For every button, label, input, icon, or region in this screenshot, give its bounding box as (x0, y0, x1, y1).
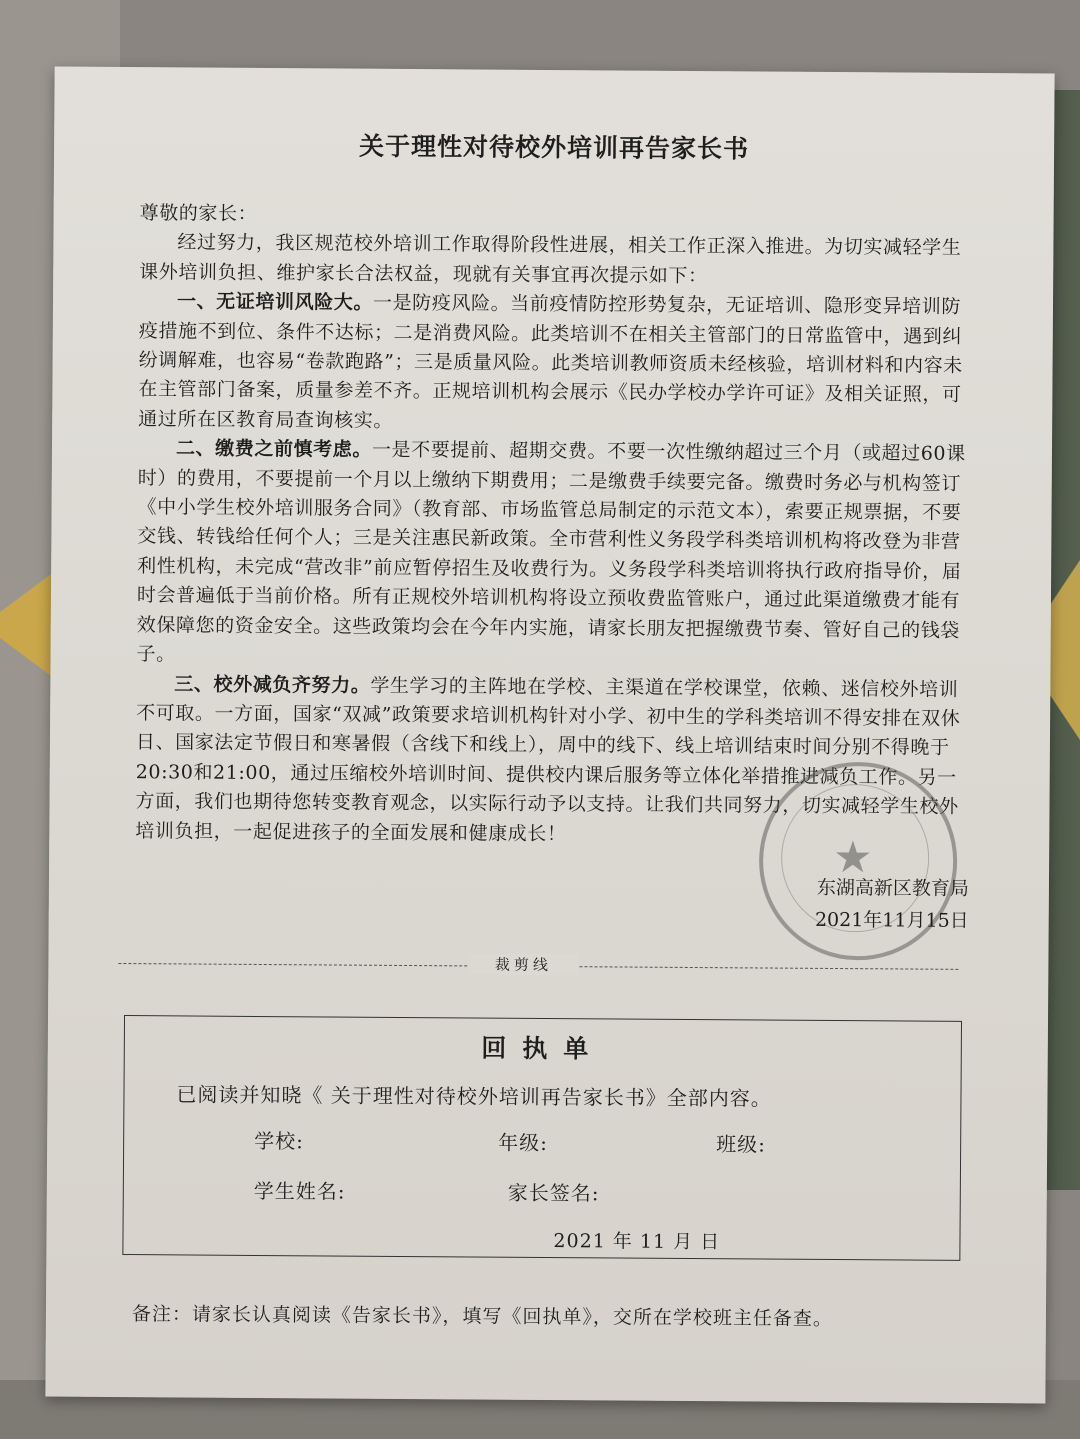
salutation: 尊敬的家长： (139, 202, 258, 225)
section-2-text: 一是不要提前、超期交费。不要一次性缴纳超过三个月（或超过60课时）的费用，不要提前一个月以上缴纳下期费用；二是缴费手续要完备。缴费时务必与机构签订《中小学生校外培训服务合同》（教育部、市场监管总局制定的示范文本），索要正规票据，不要交钱、转钱给任何个人；三是关注惠民新政策。全市营利性义务段学科类培训机构将改登为非营利性机构，未完成“营改非”前应暂停招生及收费行为。义务段学科类培训将执行政府指导价，届时会普遍低于当前价格。所有正规校外培训机构将设立预收费监管账户，通过此渠道缴费才能有效保障您的资金安全。这些政策均会在今年内实施，请家长朋友把握缴费节奏、管好自己的钱袋子。 (136, 439, 966, 666)
parent-signature-field[interactable]: 家长签名: (507, 1180, 600, 1206)
receipt-title: 回执单 (481, 1033, 605, 1064)
seal-star-icon: ★ (832, 831, 873, 884)
issue-date: 2021年11月15日 (814, 908, 969, 932)
section-1 (138, 287, 969, 440)
section-2-heading: 二、缴费之前慎考虑。 (175, 437, 373, 462)
grade-field[interactable]: 年级: (498, 1130, 548, 1155)
section-2 (136, 434, 968, 675)
cut-line-label: 裁剪线 (468, 953, 578, 975)
student-name-field[interactable]: 学生姓名: (253, 1178, 346, 1204)
intro-paragraph: 经过努力，我区规范校外培训工作取得阶段性进展，相关工作正深入推进。为切实减轻学生课外培训负担、维护家长合法权益，现就有关事宜再次提示如下： (139, 231, 962, 287)
section-1-heading: 一、无证培训风险大。 (176, 290, 374, 314)
receipt-form (122, 1015, 962, 1261)
receipt-date: 2021 年 11 月 日 (553, 1230, 721, 1254)
letter-title: 关于理性对待校外培训再告家长书 (358, 131, 750, 164)
receipt-statement: 已阅读并知晓《 关于理性对待校外培训再告家长书》全部内容。 (176, 1082, 772, 1111)
signature-block (649, 871, 969, 937)
school-field[interactable]: 学校: (254, 1128, 304, 1154)
letter-paper (45, 67, 1054, 1404)
section-3-text: 学生学习的主阵地在学校、主渠道在学校课堂，依赖、迷信校外培训不可取。一方面，国家“双减”政策要求培训机构针对小学、初中生的学科类培训不得安排在双休日、国家法定节假日和寒暑假（含线下和线上），周中的线下、线上培训结束时间分别不得晚于20:30和21:00，通过压缩校外培训时间、提供校内课后服务等立体化举措推进减负工作。另一方面，我们也期待您转变教育观念，以实际行动予以支持。让我们共同努力，切实减轻学生校外培训负担，一起促进孩子的全面发展和健康成长！ (135, 674, 961, 845)
section-1-text: 一是防疫风险。当前疫情防控形势复杂，无证培训、隐形变异培训防疫措施不到位、条件不达标；二是消费风险。此类培训不在相关主管部门的日常监管中，遇到纠纷调解难，也容易“卷款跑路”；三是质量风险。此类培训教师资质未经核验，培训材料和内容未在主管部门备案，质量参差不齐。正规培训机构会展示《民办学校办学许可证》及相关证照，可通过所在区教育局查询核实。 (138, 291, 963, 432)
footer-note: 备注：请家长认真阅读《告家长书》，填写《回执单》，交所在学校班主任备查。 (131, 1303, 834, 1330)
letter-body (135, 199, 969, 852)
class-field[interactable]: 班级: (716, 1132, 766, 1157)
section-3-heading: 三、校外减负齐努力。 (174, 672, 371, 697)
issuer: 东湖高新区教育局 (816, 876, 970, 900)
